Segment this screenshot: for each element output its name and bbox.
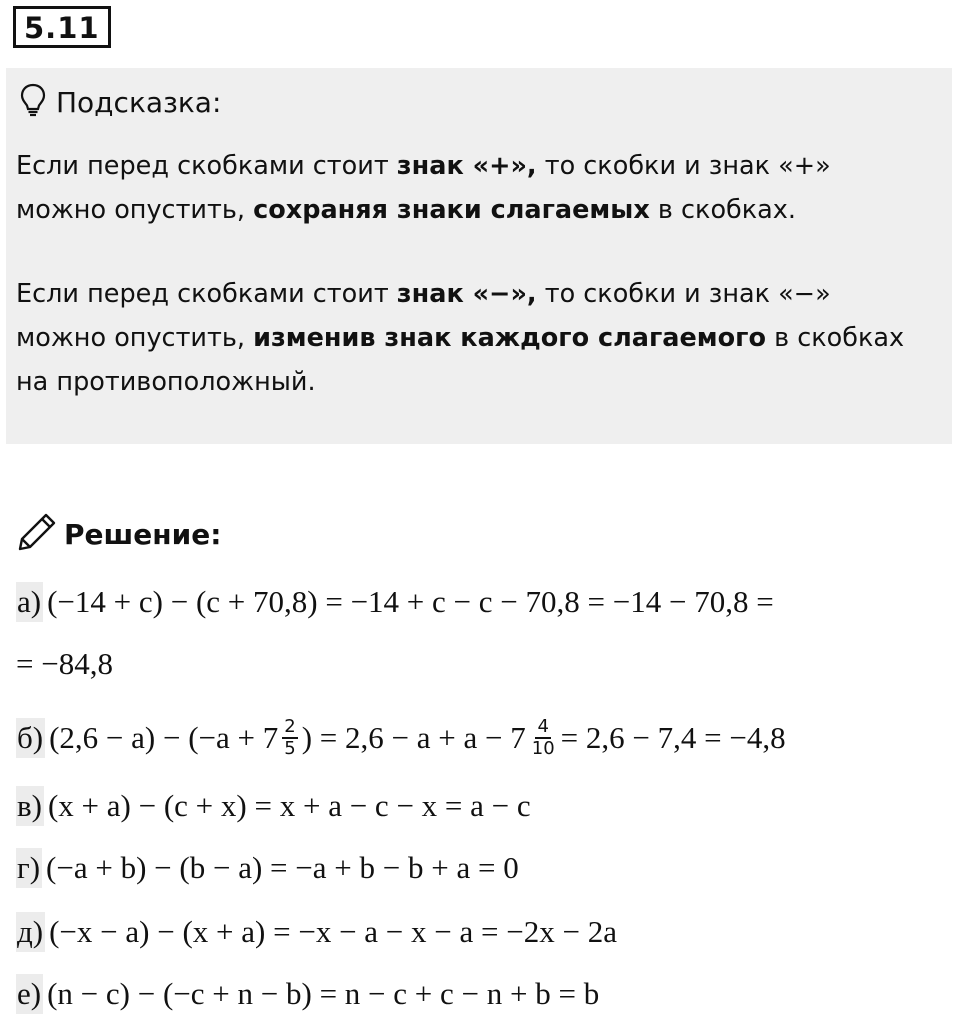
hint-text: Если перед скобками стоит [16,279,397,309]
equation: (−a + b) − (b − a) = −a + b − b + a = 0 [46,850,519,885]
solution-line-d [16,912,617,952]
solution-line-g [16,848,519,888]
solution-line-e [16,974,599,1014]
hint-text: в скобках. [649,195,796,225]
equation: (n − c) − (−c + n − b) = n − c + c − n + b = b [47,976,600,1011]
hint-paragraph-minus [16,272,946,404]
equation: (−x − a) − (x + a) = −x − a − x − a = −2x − 2a [49,914,617,949]
equation: = −84,8 [16,646,113,681]
hint-box [6,68,952,444]
hint-header [20,82,221,122]
hint-text: в скобках [766,323,905,353]
hint-text: то скобки и знак «+» [536,151,831,181]
equation-part: (2,6 − a) − (−a + 7 [49,720,279,755]
item-label: в) [16,786,44,826]
equation: (−14 + c) − (c + 70,8) = −14 + c − c − 70,8 = −14 − 70,8 = [47,584,774,619]
fraction-denominator: 5 [284,738,296,759]
hint-text: можно опустить, [16,323,254,353]
equation-part: = 2,6 − 7,4 = −4,8 [560,720,786,755]
solution-line-v [16,786,531,826]
item-label: г) [16,848,42,888]
item-label: а) [16,582,43,622]
item-label: д) [16,912,45,952]
hint-bold-text: изменив знак каждого слагаемого [253,323,767,353]
task-number: 5.11 [13,6,111,48]
hint-text: то скобки и знак «−» [536,279,831,309]
hint-paragraph-plus [16,144,946,232]
fraction-denominator: 10 [531,738,555,759]
solution-line-b [16,712,786,764]
equation-part: ) = 2,6 − a + a − 7 [301,720,526,755]
hint-title: Подсказка: [56,85,222,119]
fraction [530,717,557,759]
pencil-icon [16,511,58,557]
solution-title: Решение: [64,517,222,551]
hint-bold-text: сохраняя знаки слагаемых [253,195,650,225]
hint-bold-text: знак «+», [396,151,537,181]
item-label: б) [16,718,45,758]
hint-text: можно опустить, [16,195,254,225]
solution-line-a [16,582,774,622]
fraction-numerator: 4 [537,716,549,737]
solution-line-a-continuation [16,644,113,684]
equation: (x + a) − (c + x) = x + a − c − x = a − c [47,788,531,823]
solution-header [16,512,221,556]
hint-text: на противоположный. [16,367,316,397]
fraction [282,717,297,759]
fraction-numerator: 2 [284,716,296,737]
lightbulb-icon [20,83,46,121]
hint-text: Если перед скобками стоит [16,151,397,181]
hint-bold-text: знак «−», [396,279,537,309]
item-label: е) [16,974,43,1014]
